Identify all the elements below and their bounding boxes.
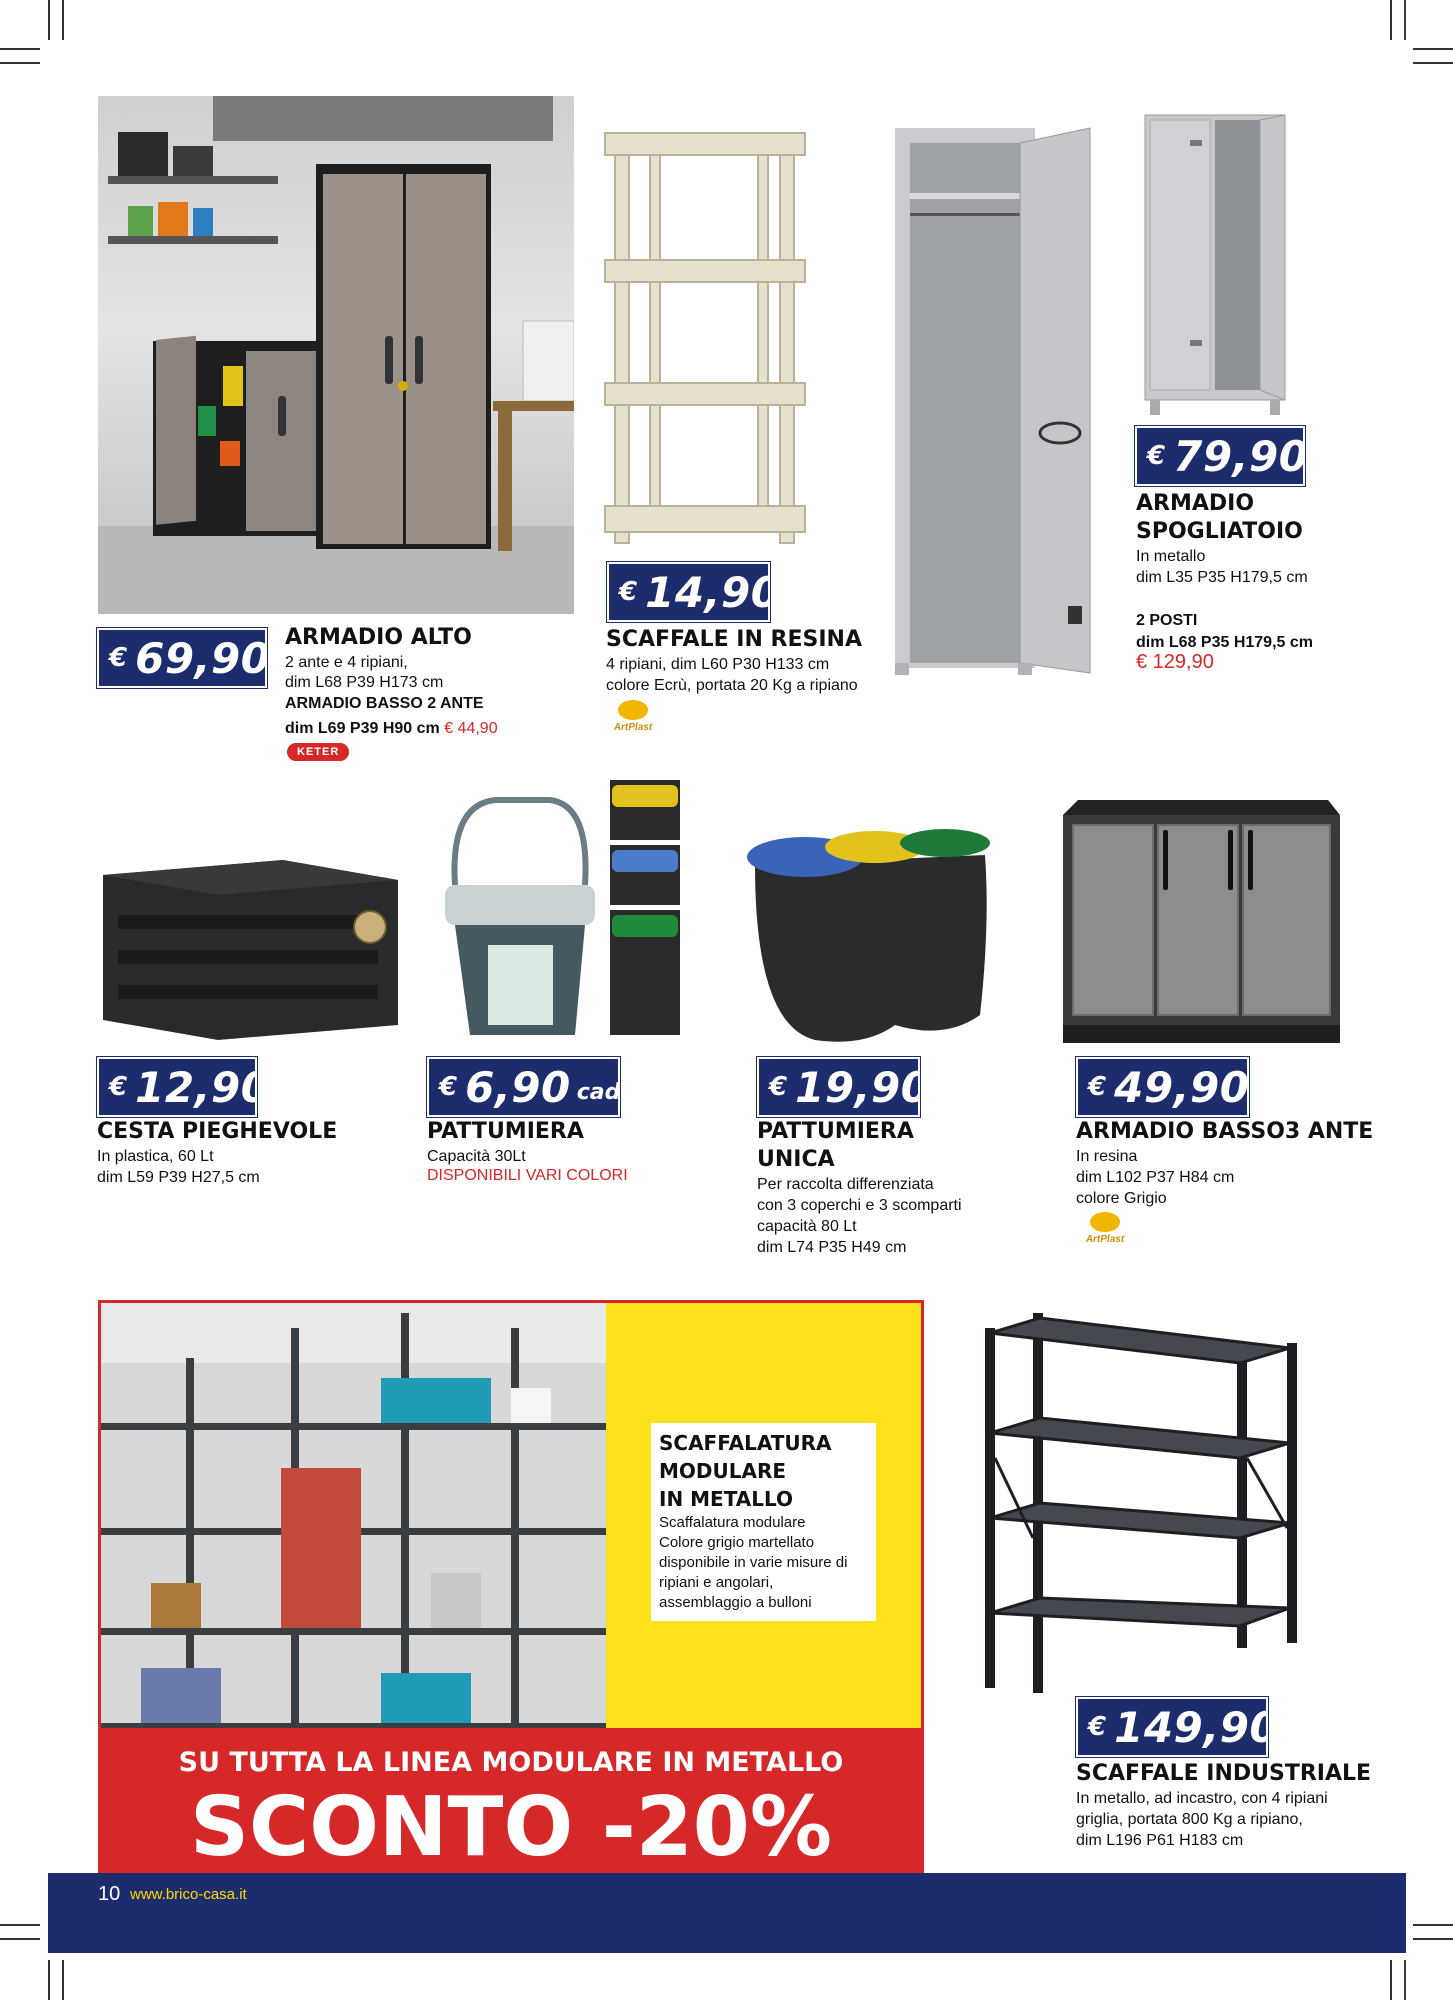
price-value: 79,90 [1173, 431, 1309, 481]
page-footer [48, 1873, 1406, 1953]
currency-symbol: € [1147, 441, 1166, 471]
armadio-spogliatoio-title-line2: SPOGLIATOIO [1136, 519, 1303, 544]
cesta-pieghevole-photo [98, 855, 400, 1043]
armadio-spogliatoio-title-line1: ARMADIO [1136, 491, 1255, 516]
modular-shelving-photo [101, 1303, 606, 1728]
website-link[interactable]: www.brico-casa.it [130, 1886, 247, 1903]
armadio-alto-desc: 2 ante e 4 ripiani, [285, 654, 408, 671]
currency-symbol: € [439, 1072, 458, 1102]
currency-symbol: € [1088, 1712, 1107, 1742]
modular-shelving-text-line3: disponibile in varie misure di [659, 1554, 848, 1571]
pattumiera-unica-price-badge [757, 1057, 931, 1117]
armadio-alto-dim: dim L68 P39 H173 cm [285, 674, 444, 691]
price-value: 69,90 [135, 633, 271, 683]
armadio-basso-2-ante-title: ARMADIO BASSO 2 ANTE [285, 695, 484, 712]
artplast-logo-mark [1090, 1212, 1120, 1232]
currency-symbol: € [1088, 1072, 1107, 1102]
pattumiera-capacity: Capacità 30Lt [427, 1148, 526, 1165]
armadio-alto-price-badge [97, 628, 271, 688]
armadio-spogliatoio-material: In metallo [1136, 548, 1206, 565]
crop-mark [48, 0, 50, 40]
crop-mark [1404, 1960, 1406, 2000]
armadio-basso3-title: ARMADIO BASSO3 ANTE [1076, 1119, 1374, 1144]
armadio-basso3-photo [1058, 795, 1343, 1045]
artplast-logo [598, 700, 668, 733]
pattumiera-unica-photo [745, 825, 995, 1045]
crop-mark [1404, 0, 1406, 40]
modular-shelving-title-line1: SCAFFALATURA [659, 1431, 832, 1455]
scaffale-industriale-dim: dim L196 P61 H183 cm [1076, 1832, 1244, 1849]
armadio-spogliatoio-dim: dim L35 P35 H179,5 cm [1136, 569, 1308, 586]
crop-mark [1413, 48, 1453, 50]
crop-mark [0, 1938, 40, 1940]
armadio-basso-2-ante-dim: dim L69 P39 H90 cm [285, 720, 440, 737]
scaffale-resina-title: SCAFFALE IN RESINA [606, 627, 862, 652]
cesta-pieghevole-dim: dim L59 P39 H27,5 cm [97, 1169, 260, 1186]
scaffale-industriale-desc: In metallo, ad incastro, con 4 ripiani [1076, 1790, 1328, 1807]
scaffale-resina-photo [600, 128, 810, 548]
currency-symbol: € [109, 643, 128, 673]
currency-symbol: € [619, 577, 638, 607]
pattumiera-unica-title-line1: PATTUMIERA [757, 1119, 914, 1144]
modular-shelving-text-line1: Scaffalatura modulare [659, 1514, 806, 1531]
scaffale-industriale-photo [985, 1308, 1305, 1696]
scaffale-industriale-price-badge [1076, 1697, 1280, 1757]
scaffale-industriale-title: SCAFFALE INDUSTRIALE [1076, 1761, 1372, 1786]
pattumiera-unica-dim: dim L74 P35 H49 cm [757, 1239, 907, 1256]
crop-mark [0, 48, 40, 50]
price-suffix: cad. [576, 1080, 629, 1105]
artplast-logo-text: ArtPlast [613, 722, 653, 733]
modular-shelving-title-line2: MODULARE [659, 1459, 787, 1483]
price-value: 49,90 [1114, 1062, 1250, 1112]
artplast-logo-text: ArtPlast [1085, 1234, 1125, 1245]
armadio-basso3-dim: dim L102 P37 H84 cm [1076, 1169, 1235, 1186]
page-number: 10 [98, 1883, 121, 1905]
armadio-basso3-price-badge [1076, 1057, 1249, 1117]
armadio-basso-2-ante-line [285, 718, 498, 739]
armadio-2posti-dim: dim L68 P35 H179,5 cm [1136, 634, 1313, 651]
armadio-alto-title: ARMADIO ALTO [285, 625, 472, 650]
armadio-basso3-material: In resina [1076, 1148, 1138, 1165]
modular-shelving-info-box [651, 1423, 876, 1621]
modular-shelving-text-line2: Colore grigio martellato [659, 1534, 815, 1551]
pattumiera-unica-desc: Per raccolta differenziata [757, 1176, 934, 1193]
price-value: 19,90 [795, 1062, 931, 1112]
crop-mark [1413, 62, 1453, 64]
armadio-2posti-title: 2 POSTI [1136, 612, 1198, 629]
cesta-pieghevole-price-badge [97, 1057, 271, 1117]
crop-mark [48, 1960, 50, 2000]
scaffale-resina-color: colore Ecrù, portata 20 Kg a ripiano [606, 677, 858, 694]
currency-symbol: € [109, 1072, 128, 1102]
price-value: 149,90 [1114, 1702, 1280, 1752]
pattumiera-price-badge [427, 1057, 629, 1117]
cesta-pieghevole-title: CESTA PIEGHEVOLE [97, 1119, 338, 1144]
artplast-logo [1070, 1212, 1140, 1245]
scaffale-resina-desc: 4 ripiani, dim L60 P30 H133 cm [606, 656, 830, 673]
modular-shelving-text-line5: assemblaggio a bulloni [659, 1594, 812, 1611]
pattumiera-unica-title-line2: UNICA [757, 1147, 835, 1172]
crop-mark [62, 0, 64, 40]
cesta-pieghevole-material: In plastica, 60 Lt [97, 1148, 214, 1165]
crop-mark [0, 1924, 40, 1926]
scaffale-resina-price-badge [607, 562, 781, 622]
crop-mark [1390, 0, 1392, 40]
pattumiera-unica-lids: con 3 coperchi e 3 scomparti [757, 1197, 962, 1214]
price-value: 12,90 [135, 1062, 271, 1112]
price-value: 14,90 [645, 567, 781, 617]
scaffale-industriale-capacity: griglia, portata 800 Kg a ripiano, [1076, 1811, 1303, 1828]
pattumiera-title: PATTUMIERA [427, 1119, 584, 1144]
crop-mark [1413, 1938, 1453, 1940]
currency-symbol: € [769, 1072, 788, 1102]
crop-mark [1413, 1924, 1453, 1926]
modular-shelving-title-line3: IN METALLO [659, 1487, 794, 1511]
discount-banner-line1: SU TUTTA LA LINEA MODULARE IN METALLO [178, 1747, 844, 1778]
pattumiera-colors-note: DISPONIBILI VARI COLORI [427, 1167, 628, 1184]
armadio-2posti-price: € 129,90 [1136, 651, 1214, 673]
crop-mark [62, 1960, 64, 2000]
modular-shelving-text-line4: ripiani e angolari, [659, 1574, 774, 1591]
armadio-spogliatoio-2posti-photo [1140, 110, 1290, 415]
discount-banner-headline: SCONTO -20% [189, 1780, 833, 1875]
armadio-spogliatoio-photo [890, 118, 1122, 678]
crop-mark [1390, 1960, 1392, 2000]
pattumiera-photo [440, 775, 705, 1045]
pattumiera-unica-capacity: capacità 80 Lt [757, 1218, 857, 1235]
armadio-alto-photo [98, 96, 574, 614]
price-value: 6,90 [465, 1062, 571, 1112]
keter-logo: KETER [287, 743, 349, 761]
armadio-basso3-color: colore Grigio [1076, 1190, 1167, 1207]
crop-mark [0, 62, 40, 64]
artplast-logo-mark [618, 700, 648, 720]
modular-shelving-promo [98, 1300, 924, 1875]
armadio-spogliatoio-price-badge [1135, 426, 1309, 486]
armadio-basso-2-ante-price: € 44,90 [444, 720, 498, 737]
